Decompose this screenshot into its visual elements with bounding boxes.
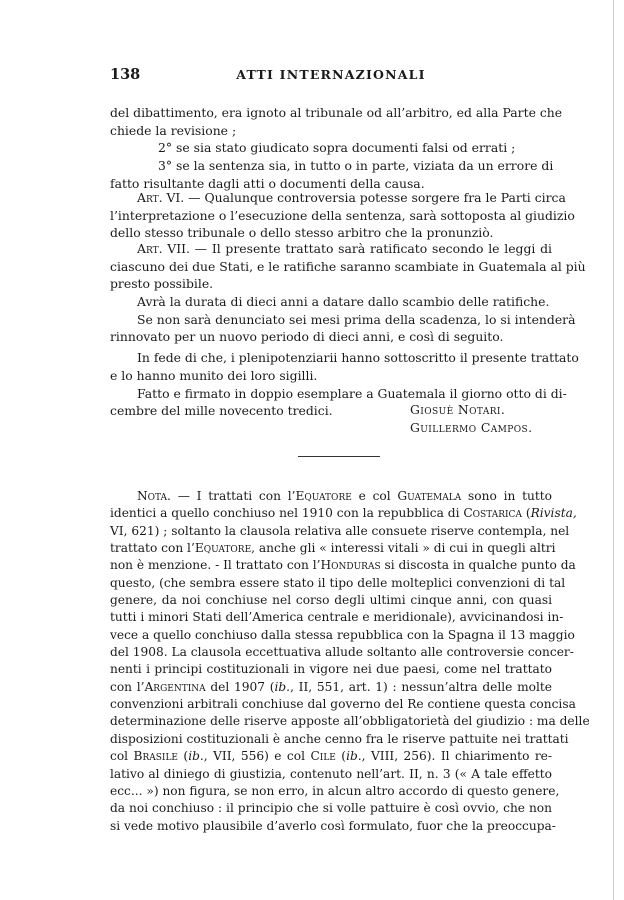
running-head: ATTI INTERNAZIONALI [236,67,426,82]
signature-campos: Guillermo Campos. [410,420,533,435]
article-label: Art. VII. [137,241,190,256]
text-line: e lo hanno munito dei loro sigilli. [110,367,318,383]
text-line: 2° se sia stato giudicato sopra documenti falsi od errati ; [158,140,516,156]
text-line: non è menzione. - Il trattato con l’Honduras si discosta in qualche punto da [110,558,576,573]
text-line: identici a quello conchiuso nel 1910 con la repubblica di Costarica (Rivista, [110,506,577,521]
text-line: l’interpretazione o l’esecuzione della sentenza, sarà sottoposta al giudizio [110,207,575,223]
article-label: Art. VI. [137,190,185,205]
text-line: ciascuno dei due Stati, e le ratifiche saranno scambiate in Guatemala al più [110,258,586,274]
text-line: ecc... ») non figura, se non erro, in alcun altro accordo di questo genere, [110,783,560,798]
text-line: si vede motivo plausibile d’averlo così formulato, fuor che la preoccupa- [110,818,556,833]
text-line: del 1908. La clausola eccettuativa allude soltanto alle controversie concer- [110,645,574,660]
text-line: cembre del mille novecento tredici. [110,403,333,419]
text-line: Avrà la durata di dieci anni a datare dallo scambio delle ratifiche. [137,294,550,310]
text-line: del dibattimento, era ignoto al tribunale od all’arbitro, ed alla Parte che [110,105,563,120]
text-line: dello stesso tribunale o dello stesso arbitro che la pronunziò. [110,225,494,241]
signature-notari: Giosuè Notari. [410,402,506,417]
text-line: VI, 621) ; soltanto la clausola relativa alle consuete riserve contempla, nel [110,523,570,538]
page-header [110,66,552,86]
text-line: da noi conchiuso : il principio che si volle pattuire è così ovvio, che non [110,801,552,816]
text-line: determinazione delle riserve apposte all’obbligatorietà del giudizio : ma delle [110,714,590,729]
text-line: Art. VII. — Il presente trattato sarà ratificato secondo le leggi di [137,241,552,256]
text-line: con l’Argentina del 1907 (ib., II, 551, art. 1) : nessun’altra delle molte [110,679,552,694]
text-line: lativo al diniego di giustizia, contenuto nell’art. II, n. 3 (« A tale effetto [110,766,552,781]
text-line: chiede la revisione ; [110,122,237,138]
text-line: genere, da noi conchiuse nel corso degli ultimi cinque anni, con quasi [110,593,552,608]
text-line: trattato con l’Equatore, anche gli « interessi vitali » di cui in quegli altri [110,541,556,556]
article-7 [110,240,586,420]
text-line: nenti i principi costituzionali in vigore nei due paesi, come nel trattato [110,662,552,677]
text-line: rinnovato per un nuovo periodo di dieci anni, e così di seguito. [110,329,504,345]
text-line: vece a quello conchiuso dalla stessa repubblica con la Spagna il 13 maggio [110,627,575,642]
text-line: In fede di che, i plenipotenziarii hanno sottoscritto il presente trattato [137,350,579,366]
text-line: disposizioni costituzionali è anche cenno fra le riserve pattuite nei trattati [110,731,569,746]
text-line: convenzioni arbitrali conchiuse dal governo del Re contiene questa concisa [110,697,576,712]
text-line: 3° se la sentenza sia, in tutto o in parte, viziata da un errore di [158,158,554,174]
text-line: Art. VI. — Qualunque controversia potesse sorgere fra le Parti circa [137,190,566,205]
text-line: presto possibile. [110,276,214,292]
page-number: 138 [110,66,141,83]
text-line: Se non sarà denunciato sei mesi prima della scadenza, lo si intenderà [137,311,576,327]
text-line: fatto risultante dagli atti o documenti della causa. [110,175,425,191]
article-6 [110,189,575,242]
text-line: Nota. — I trattati con l’Equatore e col Guatemala sono in tutto [137,489,552,503]
note-label: Nota. [137,489,171,503]
page-edge-line [613,0,614,900]
text-line: Fatto e firmato in doppio esemplare a Guatemala il giorno otto di di- [137,385,567,401]
text-line: col Brasile (ib., VII, 556) e col Cile (ib., VIII, 256). Il chiarimento re- [110,749,553,764]
note-section [110,488,590,835]
section-divider [298,456,380,457]
continuation-text [110,104,563,192]
text-line: questo, (che sembra essere stato il tipo delle molteplici convenzioni di tal [110,575,566,590]
text-line: tutti i minori Stati dell’America centrale e meridionale), avvicinandosi in- [110,610,564,625]
